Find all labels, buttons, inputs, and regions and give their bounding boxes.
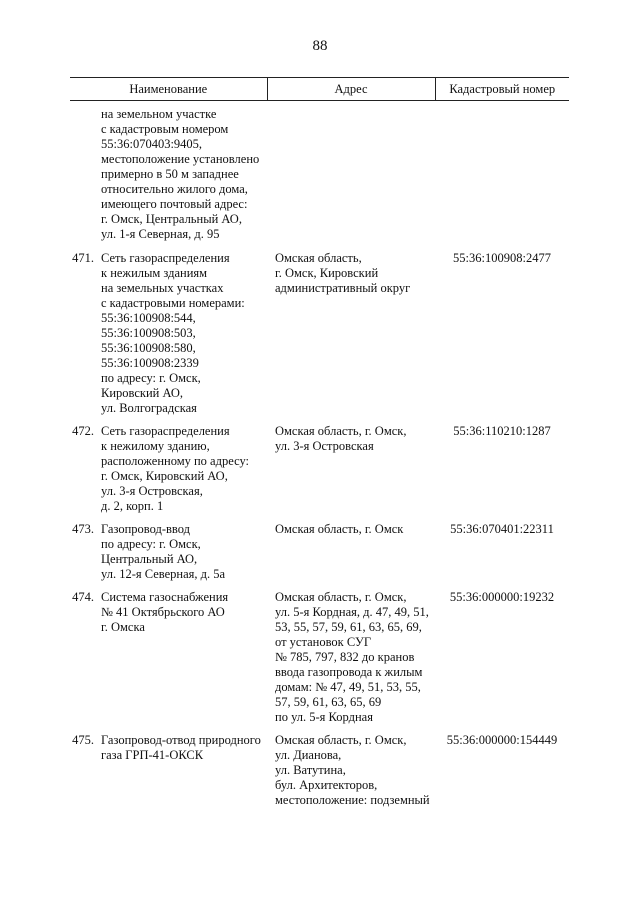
row-number: 471.	[72, 251, 94, 265]
object-address-line: Омская область,	[275, 251, 362, 265]
object-name-line: г. Омска	[101, 620, 145, 634]
object-address-line: местоположение: подземный	[275, 793, 430, 807]
object-address	[267, 590, 435, 733]
page-number: 88	[312, 38, 328, 54]
object-address-line: Омская область, г. Омск,	[275, 424, 407, 438]
table-header-row	[70, 78, 569, 101]
object-name-line: Сеть газораспределения	[101, 424, 230, 438]
row-number: 474.	[72, 590, 94, 604]
object-address-line: № 785, 797, 832 до кранов	[275, 650, 415, 664]
object-name-line: 55:36:100908:503,	[101, 326, 196, 340]
object-name-line: Газопровод-отвод природного	[101, 733, 261, 747]
object-address-line: по ул. 5-я Кордная	[275, 710, 373, 724]
object-name	[98, 101, 267, 252]
object-name-line: 55:36:100908:580,	[101, 341, 196, 355]
object-address-line: от установок СУГ	[275, 635, 372, 649]
object-name-line: с кадастровым номером	[101, 122, 229, 136]
object-address-line: г. Омск, Кировский	[275, 266, 379, 280]
object-name-line: с кадастровыми номерами:	[101, 296, 245, 310]
object-name-line: Кировский АО,	[101, 386, 184, 400]
object-name	[98, 590, 267, 733]
object-name-line: 55:36:070403:9405,	[101, 137, 203, 151]
object-name-line: имеющего почтовый адрес:	[101, 197, 248, 211]
object-name-line: по адресу: г. Омск,	[101, 537, 201, 551]
row-number: 472.	[72, 424, 94, 438]
objects-table	[70, 77, 569, 816]
object-address	[267, 522, 435, 590]
object-cadastral: 55:36:000000:154449	[446, 733, 558, 747]
object-name	[98, 733, 267, 816]
object-address	[267, 733, 435, 816]
object-name-line: 55:36:100908:544,	[101, 311, 196, 325]
object-address-line: бул. Архитекторов,	[275, 778, 378, 792]
object-address-line: ул. 5-я Кордная, д. 47, 49, 51,	[275, 605, 429, 619]
table-row	[70, 522, 569, 590]
object-name-line: ул. 12-я Северная, д. 5а	[101, 567, 226, 581]
object-name-line: Система газоснабжения	[101, 590, 229, 604]
object-address-line: ул. 3-я Островская	[275, 439, 374, 453]
object-cadastral: 55:36:000000:19232	[449, 590, 555, 604]
object-name	[98, 424, 267, 522]
header-name: Наименование	[70, 78, 267, 101]
table-row	[70, 590, 569, 733]
object-name-line: Центральный АО,	[101, 552, 198, 566]
object-name-line: по адресу: г. Омск,	[101, 371, 201, 385]
object-name-line: расположенному по адресу:	[101, 454, 250, 468]
object-address-line: ул. Дианова,	[275, 748, 342, 762]
object-address-line: ул. Ватутина,	[275, 763, 346, 777]
object-name-line: примерно в 50 м западнее	[101, 167, 239, 181]
object-name-line: ул. Волгоградская	[101, 401, 197, 415]
row-number: 473.	[72, 522, 94, 536]
table-row-continuation	[70, 101, 569, 252]
object-address	[267, 101, 435, 252]
object-cadastral	[435, 101, 569, 252]
object-address-line: домам: № 47, 49, 51, 53, 55,	[275, 680, 421, 694]
object-name-line: к нежилому зданию,	[101, 439, 210, 453]
object-name-line: Газопровод-ввод	[101, 522, 190, 536]
table-row	[70, 424, 569, 522]
object-cadastral: 55:36:100908:2477	[453, 251, 551, 265]
object-name-line: г. Омск, Центральный АО,	[101, 212, 242, 226]
object-name	[98, 251, 267, 424]
object-name-line: газа ГРП-41-ОКСК	[101, 748, 204, 762]
header-cadastral: Кадастровый номер	[435, 78, 569, 101]
object-address-line: Омская область, г. Омск	[275, 522, 404, 536]
object-name-line: № 41 Октябрьского АО	[101, 605, 225, 619]
table-row	[70, 733, 569, 816]
object-cadastral: 55:36:070401:22311	[450, 522, 554, 536]
object-address-line: Омская область, г. Омск,	[275, 733, 407, 747]
object-address	[267, 424, 435, 522]
row-number	[70, 101, 98, 252]
object-address-line: ввода газопровода к жилым	[275, 665, 423, 679]
object-name-line: к нежилым зданиям	[101, 266, 208, 280]
object-name-line: ул. 3-я Островская,	[101, 484, 203, 498]
object-cadastral: 55:36:110210:1287	[453, 424, 551, 438]
object-address-line: Омская область, г. Омск,	[275, 590, 407, 604]
object-name-line: на земельных участках	[101, 281, 224, 295]
object-name-line: ул. 1-я Северная, д. 95	[101, 227, 220, 241]
object-name-line: местоположение установлено	[101, 152, 260, 166]
header-address: Адрес	[267, 78, 435, 101]
object-name-line: д. 2, корп. 1	[101, 499, 164, 513]
object-name-line: относительно жилого дома,	[101, 182, 248, 196]
object-name-line: г. Омск, Кировский АО,	[101, 469, 228, 483]
object-name	[98, 522, 267, 590]
object-address-line: административный округ	[275, 281, 411, 295]
table-row	[70, 251, 569, 424]
object-address-line: 53, 55, 57, 59, 61, 63, 65, 69,	[275, 620, 422, 634]
object-address	[267, 251, 435, 424]
object-name-line: 55:36:100908:2339	[101, 356, 199, 370]
object-name-line: Сеть газораспределения	[101, 251, 230, 265]
object-name-line: на земельном участке	[101, 107, 217, 121]
object-address-line: 57, 59, 61, 63, 65, 69	[275, 695, 382, 709]
row-number: 475.	[72, 733, 94, 747]
